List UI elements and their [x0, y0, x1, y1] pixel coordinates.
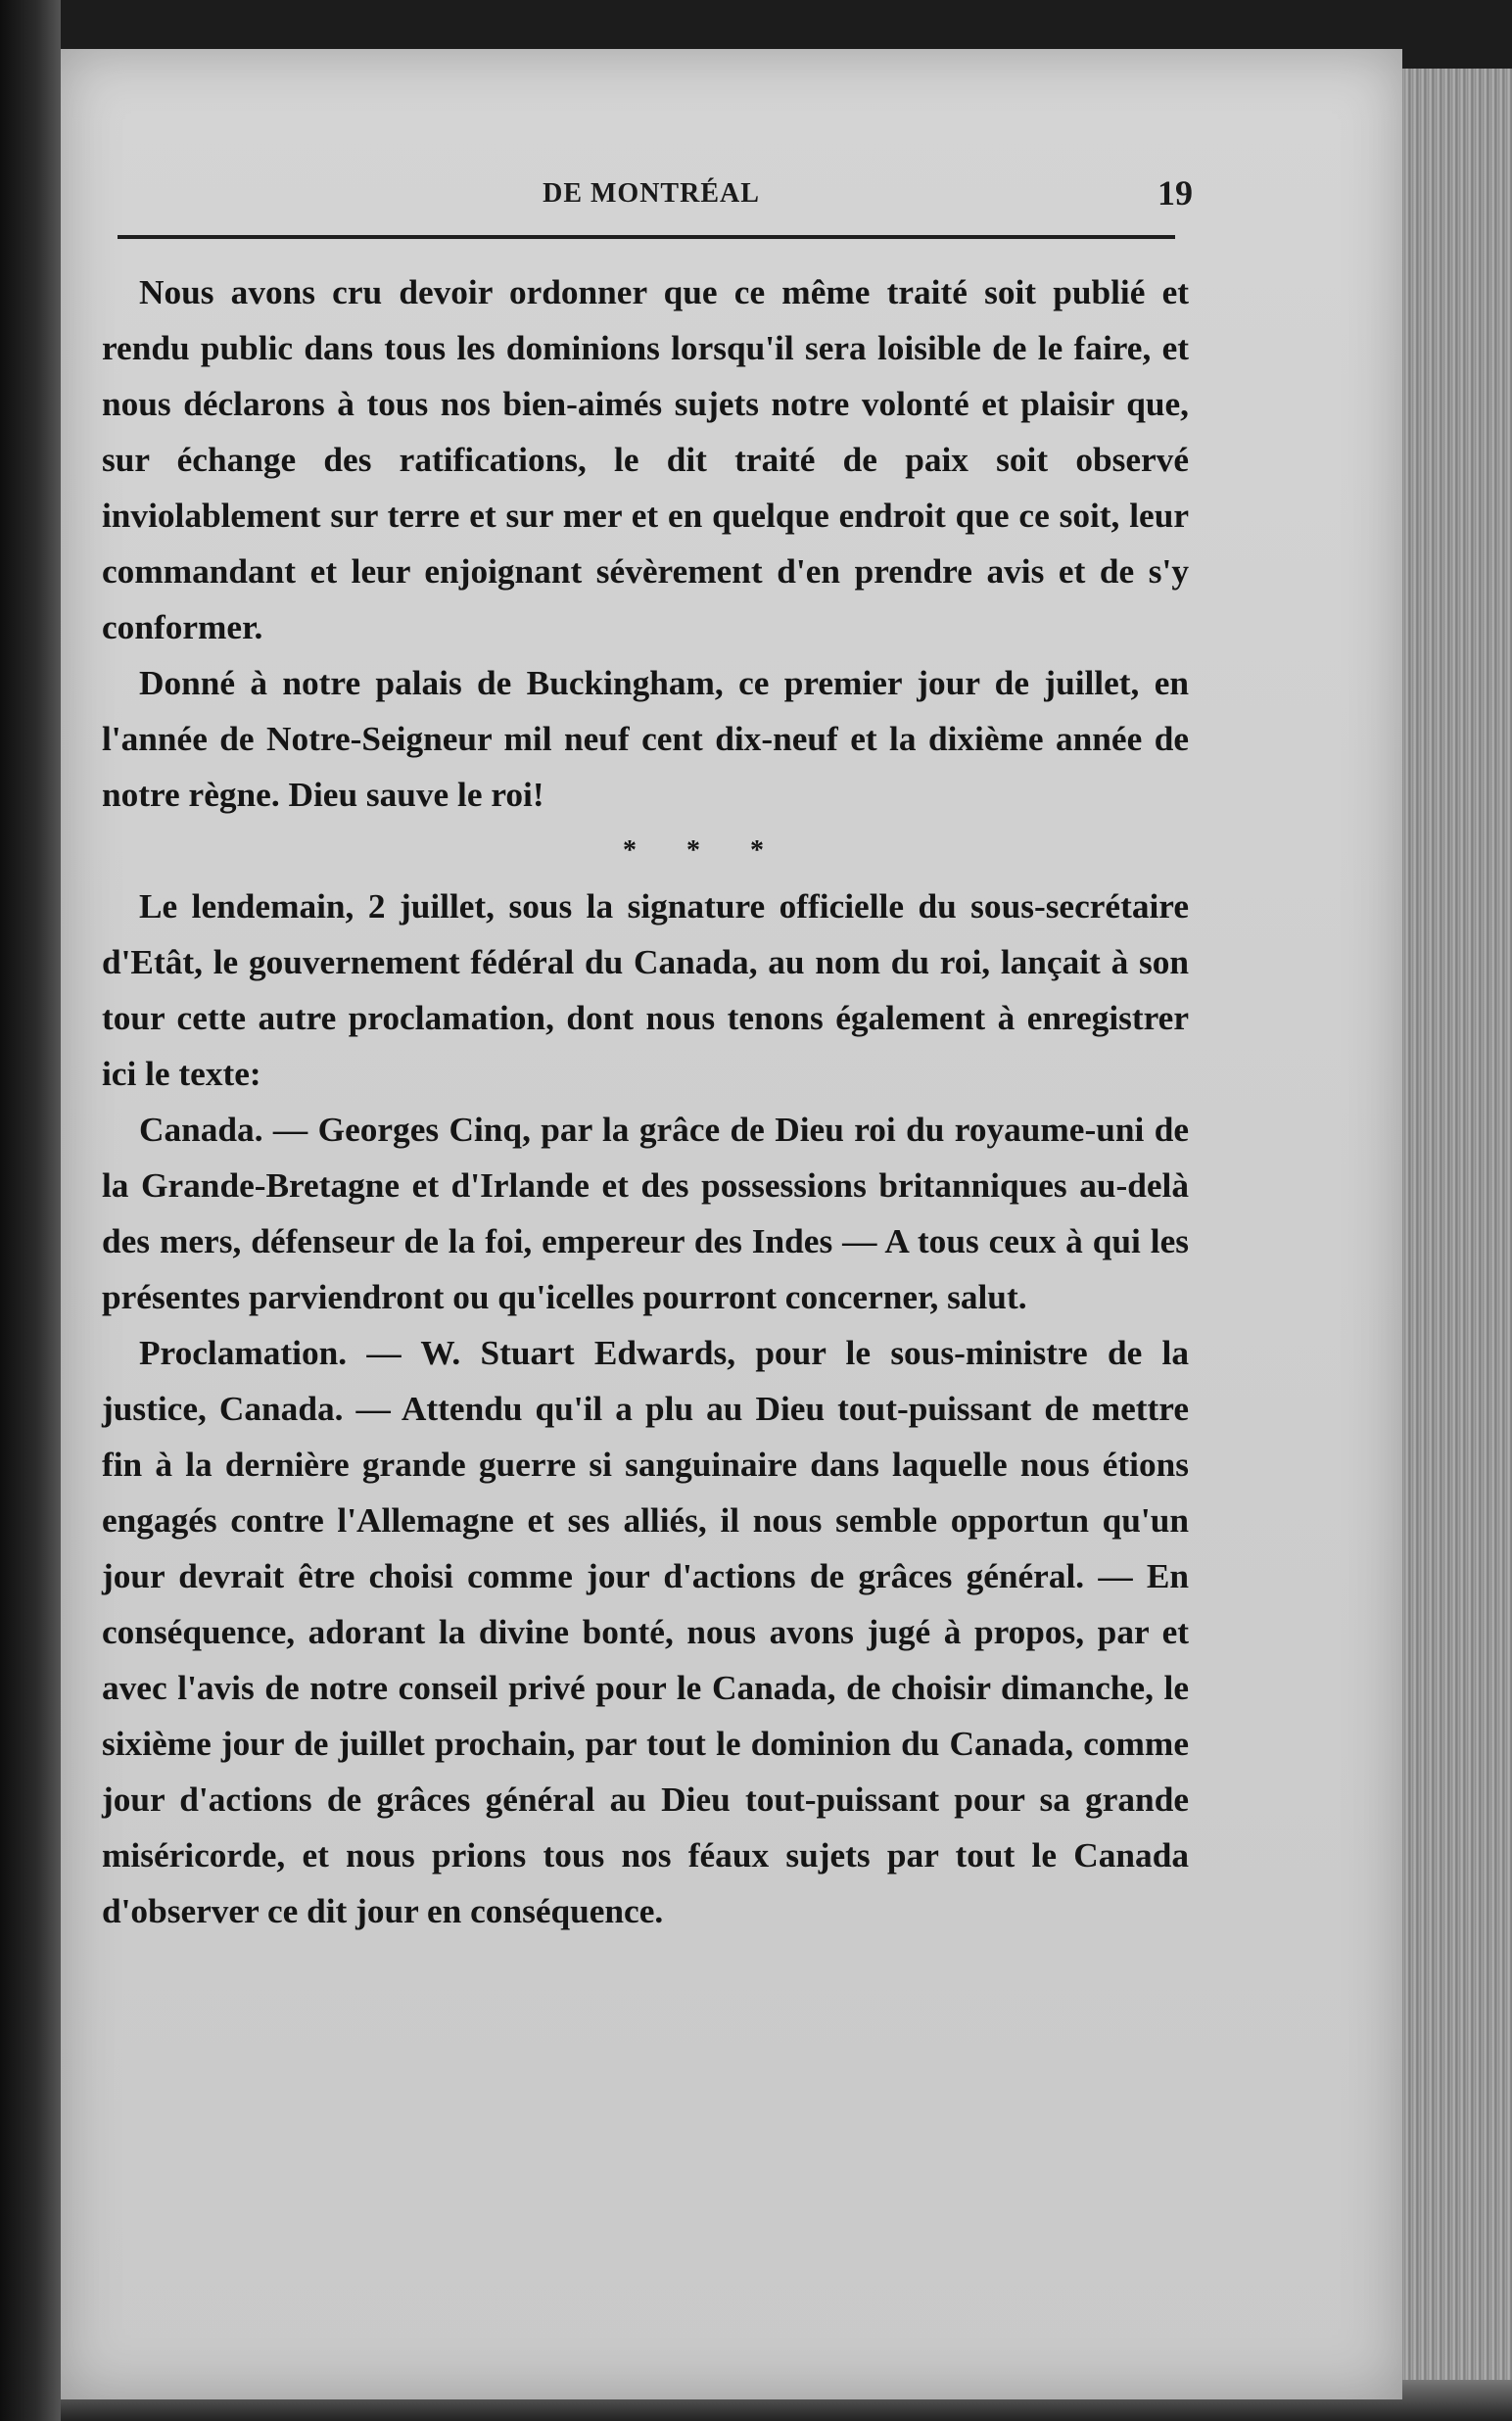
paragraph: Donné à notre palais de Buckingham, ce premier jour de juillet, en l'année de Notre-Seigneur mil neuf cent dix-neuf et la dixième année de notre règne. Dieu sauve le roi!: [102, 664, 1189, 814]
paragraph: Proclamation. — W. Stuart Edwards, pour le sous-ministre de la justice, Canada. — Attendu qu'il a plu au Dieu tout-puissant de mettre fin à la dernière grande guerre si sanguinaire dans laquelle nous étions engagés contre l'Allemagne et ses alliés, il nous semble opportun qu'un jour devrait être choisi comme jour d'actions de grâces général. — En conséquence, adorant la divine bonté, nous avons jugé à propos, par et avec l'avis de notre conseil privé pour le Canada, de choisir dimanche, le sixième jour de juillet prochain, par tout le dominion du Canada, comme jour d'actions de grâces général au Dieu tout-puissant pour sa grande miséricorde, et nous prions tous nos féaux sujets par tout le Canada d'observer ce dit jour en conséquence.: [102, 1334, 1189, 1930]
paragraph: Nous avons cru devoir ordonner que ce même traité soit publié et rendu public dans tous les dominions lorsqu'il sera loisible de le faire, et nous déclarons à tous nos bien-aimés sujets notre volonté et plaisir que, sur échange des ratifications, le dit traité de paix soit observé inviolablement sur terre et sur mer et en quelque endroit que ce soit, leur commandant et leur enjoignant sévèrement d'en prendre avis et de s'y conformer.: [102, 273, 1189, 646]
paragraph: Le lendemain, 2 juillet, sous la signature officielle du sous-secrétaire d'Etât, le gouvernement fédéral du Canada, au nom du roi, lançait à son tour cette autre proclamation, dont nous tenons également à enregistrer ici le texte:: [102, 887, 1189, 1093]
body-text: [102, 264, 1189, 1939]
page-header: [118, 166, 1193, 225]
running-title: DE MONTRÉAL: [543, 178, 760, 209]
paragraph: Canada. — Georges Cinq, par la grâce de Dieu roi du royaume-uni de la Grande-Bretagne et d'Irlande et des possessions britanniques au-delà des mers, défenseur de la foi, empereur des Indes — A tous ceux à qui les présentes parviendront ou qu'icelles pourront concerner, salut.: [102, 1111, 1189, 1316]
book-gutter-shadow: [0, 0, 61, 2421]
page-number: 19: [1158, 173, 1193, 213]
section-separator: * * *: [623, 835, 785, 866]
header-rule: [118, 235, 1175, 239]
